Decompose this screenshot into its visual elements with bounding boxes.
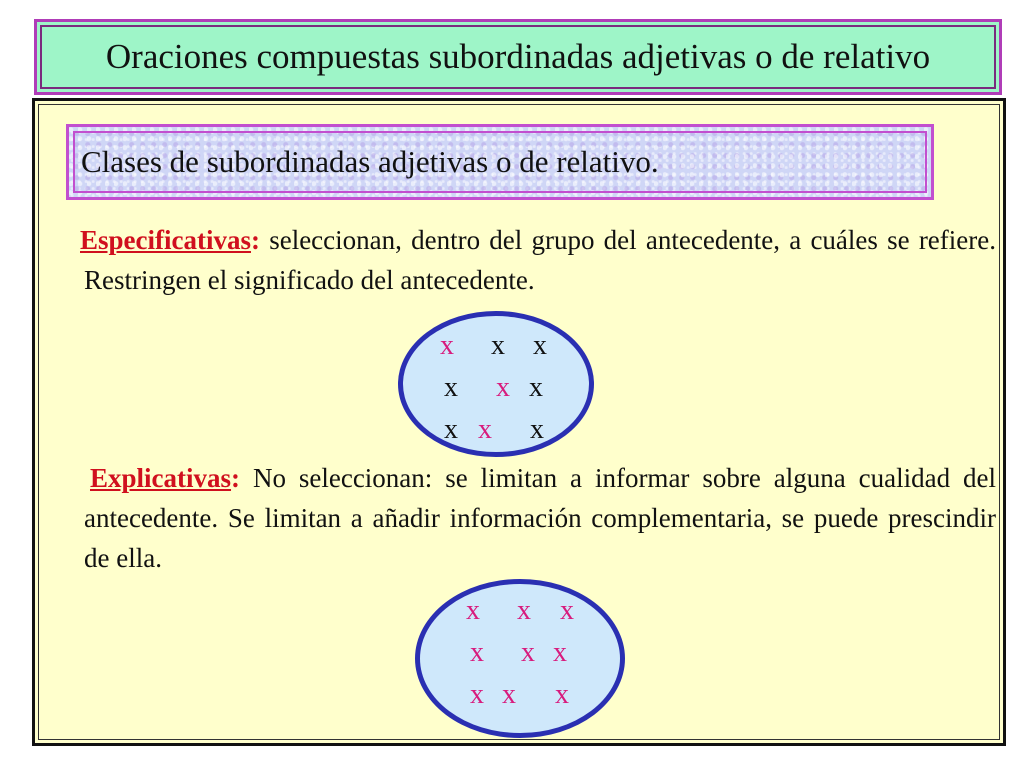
x-mark: x xyxy=(496,372,510,403)
especificativas-paragraph xyxy=(80,220,996,300)
explicativas-paragraph xyxy=(84,458,996,578)
subtitle-box xyxy=(66,124,934,200)
x-mark: x xyxy=(470,637,484,668)
x-mark: x xyxy=(553,637,567,668)
x-mark: x xyxy=(440,330,454,361)
x-mark: x xyxy=(521,637,535,668)
x-mark: x xyxy=(466,595,480,626)
especificativas-term: Especificativas xyxy=(80,225,251,255)
x-mark: x xyxy=(444,372,458,403)
especificativas-text: seleccionan, dentro del grupo del antecedente, a cuáles se refiere. Restringen el significado del antecedente. xyxy=(84,225,996,295)
x-mark: x xyxy=(555,679,569,710)
x-mark: x xyxy=(502,679,516,710)
title-bar xyxy=(34,19,1002,95)
x-mark: x xyxy=(478,414,492,445)
explicativas-colon: : xyxy=(231,463,241,493)
x-mark: x xyxy=(491,330,505,361)
explicativas-term: Explicativas xyxy=(90,463,232,493)
explicativas-text: No seleccionan: se limitan a informar sobre alguna cualidad del antecedente. Se limitan a añadir información complementaria, se puede prescindir de ella. xyxy=(84,463,996,573)
x-mark: x xyxy=(444,414,458,445)
x-mark: x xyxy=(470,679,484,710)
x-mark: x xyxy=(529,372,543,403)
x-mark: x xyxy=(517,595,531,626)
x-mark: x xyxy=(533,330,547,361)
slide-subtitle: Clases de subordinadas adjetivas o de relativo. xyxy=(81,144,659,179)
x-mark: x xyxy=(530,414,544,445)
slide-title: Oraciones compuestas subordinadas adjetivas o de relativo xyxy=(105,37,931,76)
x-mark: x xyxy=(560,595,574,626)
especificativas-colon: : xyxy=(250,225,260,255)
